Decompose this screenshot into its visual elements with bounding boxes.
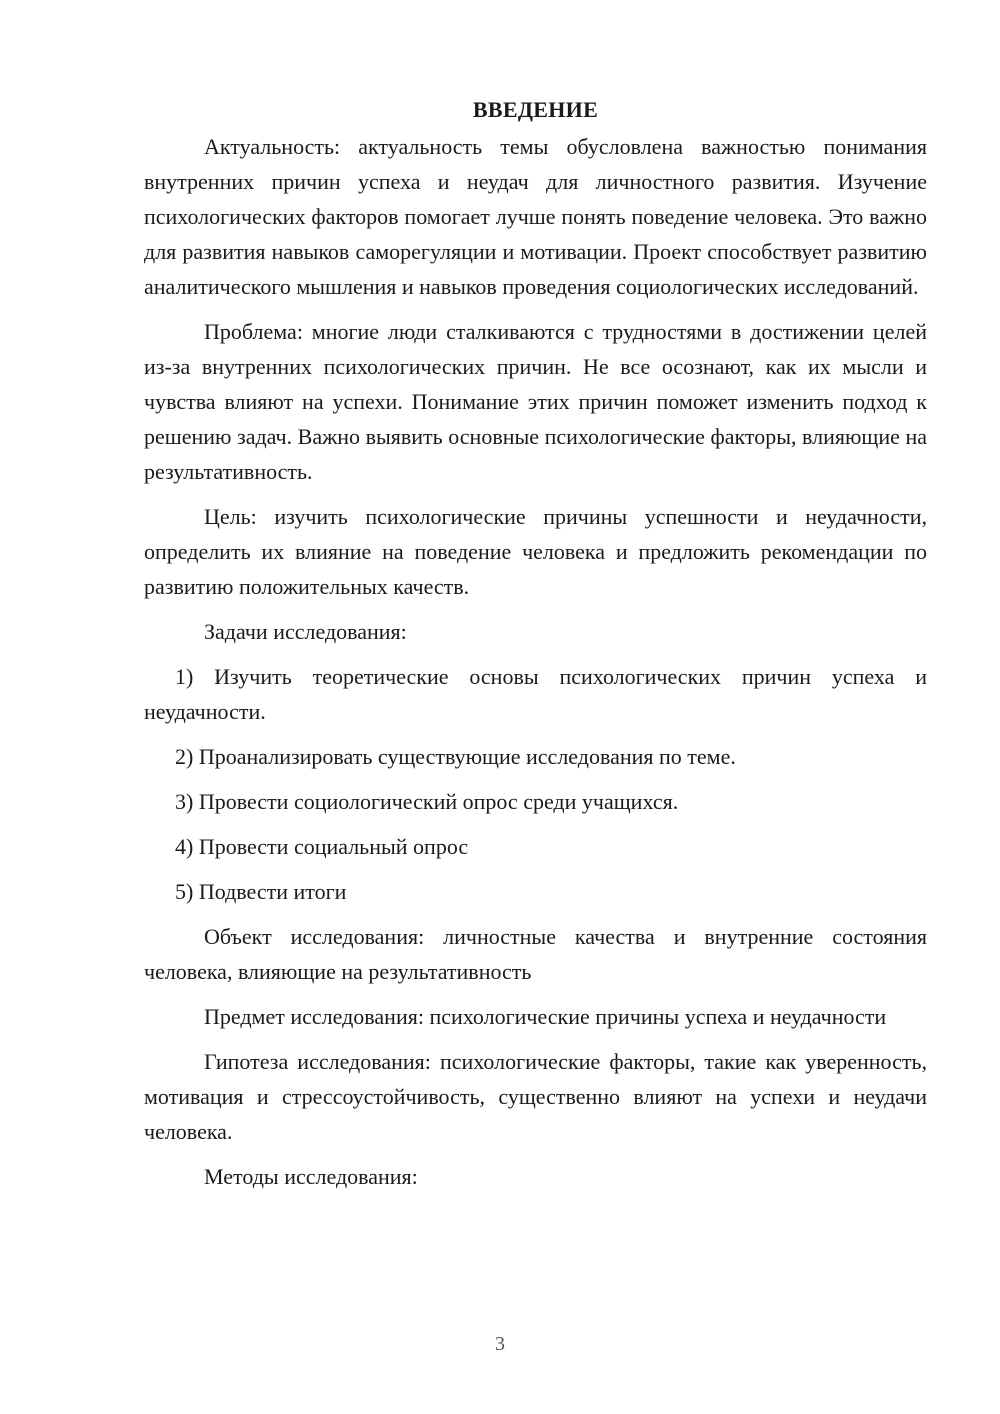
problem-paragraph: Проблема: многие люди сталкиваются с трудностями в достижении целей из-за внутренних психологических причин. Не все осознают, как их мысли и чувства влияют на успехи. Понимание этих причин поможет изменить подход к решению задач. Важно выявить основные психологические факторы, влияющие на результативность.	[144, 319, 927, 484]
object-paragraph: Объект исследования: личностные качества и внутренние состояния человека, влияющие на результативность	[144, 924, 927, 984]
subject-paragraph: Предмет исследования: психологические причины успеха и неудачности	[204, 1004, 887, 1029]
task-item-3: 3) Провести социологический опрос среди учащихся.	[175, 789, 679, 814]
document-page	[144, 92, 927, 1194]
page-title: ВВЕДЕНИЕ	[472, 97, 599, 122]
relevance-paragraph: Актуальность: актуальность темы обусловлена важностью понимания внутренних причин успеха и неудач для личностного развития. Изучение психологических факторов помогает лучше понять поведение человека. Это важно для развития навыков саморегуляции и мотивации. Проект способствует развитию аналитического мышления и навыков проведения социологических исследований.	[144, 134, 927, 299]
tasks-heading: Задачи исследования:	[204, 619, 407, 644]
goal-paragraph: Цель: изучить психологические причины успешности и неудачности, определить их влияние на поведение человека и предложить рекомендации по развитию положительных качеств.	[144, 504, 927, 599]
page-number: 3	[495, 1333, 505, 1355]
methods-heading: Методы исследования:	[204, 1164, 418, 1189]
task-item-2: 2) Проанализировать существующие исследования по теме.	[175, 744, 736, 769]
task-item-4: 4) Провести социальный опрос	[175, 834, 469, 859]
task-item-1: 1) Изучить теоретические основы психологических причин успеха и неудачности.	[144, 664, 927, 724]
task-item-5: 5) Подвести итоги	[175, 879, 347, 904]
hypothesis-paragraph: Гипотеза исследования: психологические факторы, такие как уверенность, мотивация и стрессоустойчивость, существенно влияют на успехи и неудачи человека.	[144, 1049, 927, 1144]
